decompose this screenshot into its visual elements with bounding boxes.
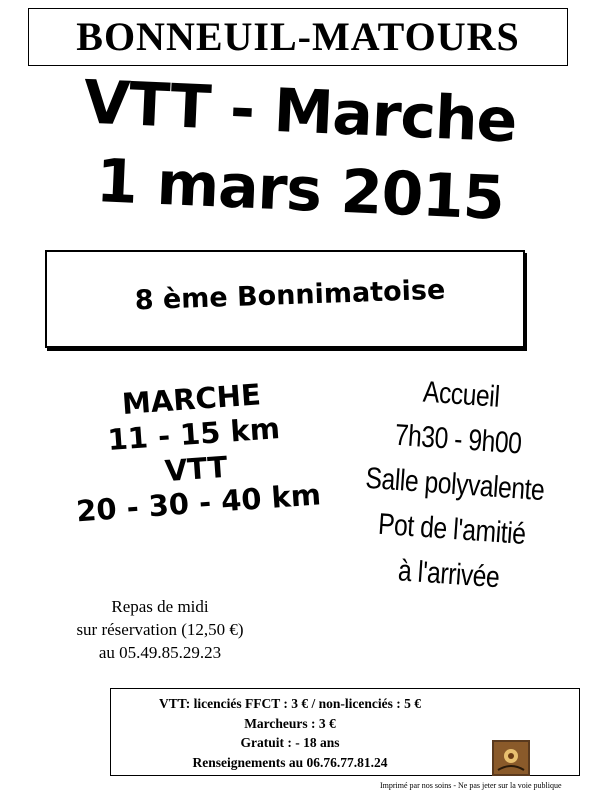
edition-text: 8 ème Bonnimatoise — [134, 274, 446, 317]
info-phone: Renseignements au 06.76.77.81.24 — [192, 754, 388, 770]
prices-text — [110, 694, 470, 772]
town-title-box — [28, 8, 568, 66]
pot-amitie: Pot de l'amitié — [377, 507, 527, 551]
event-date: 1 mars 2015 — [94, 146, 506, 234]
price-marcheurs: Marcheurs : 3 € — [244, 715, 336, 731]
vtt-distances: 20 - 30 - 40 km — [75, 477, 323, 529]
marche-distances: 11 - 15 km — [106, 410, 281, 457]
venue: Salle polyvalente — [364, 461, 546, 508]
event-title: VTT - Marche — [82, 67, 518, 157]
meal-line-2: sur réservation (12,50 €) — [76, 619, 244, 639]
footer-note: Imprimé par nos soins - Ne pas jeter sur la voie publique — [380, 781, 562, 790]
town-title: BONNEUIL-MATOURS — [76, 14, 520, 59]
price-gratuit: Gratuit : - 18 ans — [240, 735, 340, 751]
distances-block — [55, 373, 334, 531]
meal-block — [60, 596, 260, 665]
club-logo-icon — [492, 740, 530, 776]
accueil-label: Accueil — [422, 375, 501, 414]
meal-line-1: Repas de midi — [111, 597, 209, 616]
welcome-block — [332, 364, 577, 604]
a-arrivee: à l'arrivée — [397, 554, 501, 595]
vtt-label: VTT — [163, 449, 229, 488]
price-vtt: VTT: licenciés FFCT : 3 € / non-licenciés : 5 € — [159, 696, 421, 711]
accueil-hours: 7h30 - 9h00 — [393, 418, 523, 461]
meal-phone: au 05.49.85.29.23 — [98, 642, 222, 662]
marche-label: MARCHE — [120, 377, 262, 421]
